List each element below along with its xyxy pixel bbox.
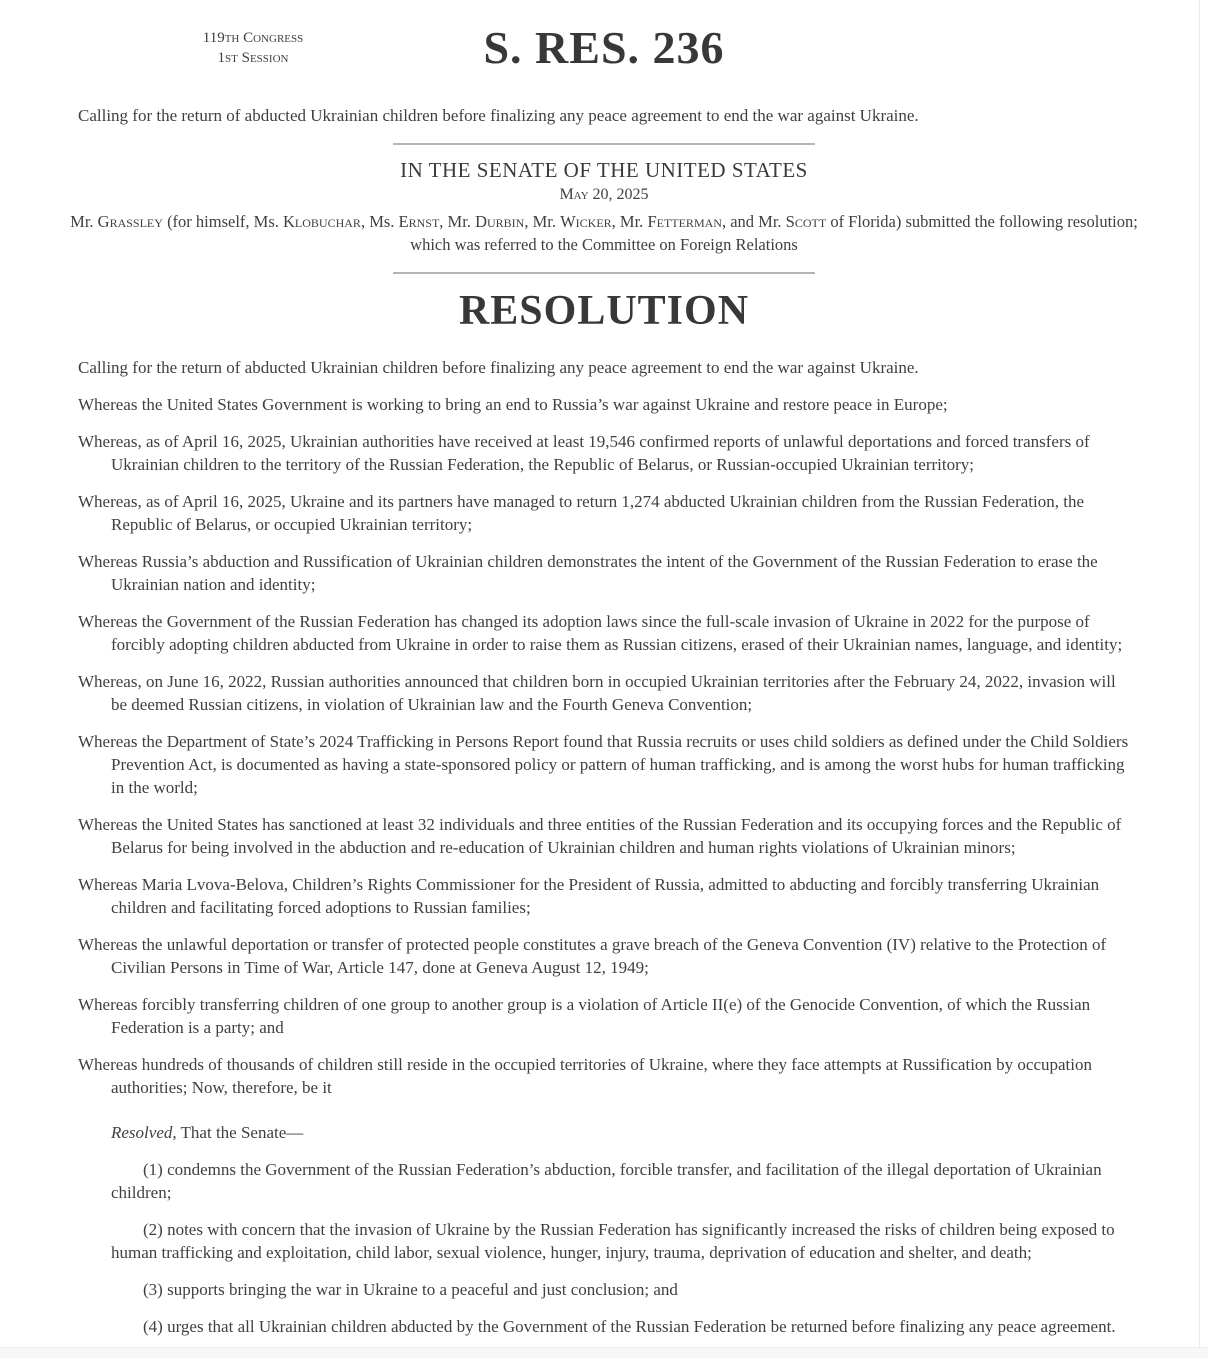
page-bottom-band	[0, 1347, 1208, 1358]
resolved-clause-3: (3) supports bringing the war in Ukraine to a peaceful and just conclusion; and	[143, 1280, 678, 1299]
chamber-section	[70, 157, 1138, 256]
whereas-section	[78, 393, 1130, 1099]
resolution-title: RESOLUTION	[458, 288, 750, 334]
page-edge-line	[1199, 0, 1200, 1358]
resolved-clause-4: (4) urges that all Ukrainian children abducted by the Government of the Russian Federation be returned before finalizing any peace agreement.	[143, 1317, 1116, 1336]
session-number: 1st Session	[217, 50, 289, 66]
section-divider-bottom	[393, 272, 815, 274]
whereas-clause-7: Whereas the Department of State’s 2024 Trafficking in Persons Report found that Russia recruits or uses child soldiers as defined under the Child Soldiers Prevention Act, is documented as having a state-sponsored policy or pattern of human trafficking, and is among the worst hubs for human trafficking in the world;	[78, 732, 1129, 797]
whereas-clause-6: Whereas, on June 16, 2022, Russian authorities announced that children born in occupied Ukrainian territories after the February 24, 2022, invasion will be deemed Russian citizens, in violation of Ukrainian law and the Fourth Geneva Convention;	[78, 672, 1116, 714]
whereas-clause-5: Whereas the Government of the Russian Federation has changed its adoption laws since the full-scale invasion of Ukraine in 2022 for the purpose of forcibly adopting children abducted from Ukraine in order to raise them as Russian citizens, erased of their Ukrainian names, language, and identity;	[78, 612, 1123, 654]
text-segment: Resolved,	[111, 1123, 177, 1142]
text-segment: Durbin	[475, 212, 525, 231]
text-segment: , Mr.	[611, 212, 648, 231]
text-segment: of Florida) submitted the following resolution; which was referred to the Committee on Foreign Relations	[410, 212, 1138, 254]
whereas-clause-1: Whereas the United States Government is working to bring an end to Russia’s war against Ukraine and restore peace in Europe;	[78, 395, 948, 414]
text-segment: Klobuchar	[283, 212, 361, 231]
sponsors-line	[64, 210, 1144, 256]
action-date: May 20, 2025	[559, 186, 649, 203]
bill-header	[78, 20, 1130, 78]
text-segment: Mr.	[70, 212, 98, 231]
resolved-clause-2: (2) notes with concern that the invasion of Ukraine by the Russian Federation has significantly increased the risks of children being exposed to human trafficking and exploitation, child labor, sexual violence, hunger, injury, trauma, deprivation of education and shelter, and death;	[111, 1220, 1115, 1262]
text-segment: Grassley	[97, 212, 163, 231]
text-segment: , and Mr.	[721, 212, 786, 231]
whereas-clause-4: Whereas Russia’s abduction and Russification of Ukrainian children demonstrates the intent of the Government of the Russian Federation to erase the Ukrainian nation and identity;	[78, 552, 1098, 594]
text-segment: , Mr.	[439, 212, 476, 231]
text-segment: (for himself, Ms.	[162, 212, 284, 231]
text-segment: , Ms.	[360, 212, 399, 231]
text-segment: Scott	[785, 212, 827, 231]
congress-number: 119th Congress	[202, 30, 304, 46]
whereas-clause-12: Whereas hundreds of thousands of children still reside in the occupied territories of Ukraine, where they face attempts at Russification by occupation authorities; Now, therefore, be it	[78, 1055, 1093, 1097]
resolved-clauses-section	[78, 1158, 1130, 1338]
whereas-clause-3: Whereas, as of April 16, 2025, Ukraine and its partners have managed to return 1,274 abducted Ukrainian children from the Russian Federation, the Republic of Belarus, or occupied Ukrainian territory;	[78, 492, 1085, 534]
text-segment: , Mr.	[524, 212, 561, 231]
whereas-clause-10: Whereas the unlawful deportation or transfer of protected people constitutes a grave breach of the Geneva Convention (IV) relative to the Protection of Civilian Persons in Time of War, Article 147, done at Geneva August 12, 1949;	[78, 935, 1107, 977]
whereas-clause-9: Whereas Maria Lvova-Belova, Children’s Rights Commissioner for the President of Russia, admitted to abducting and forcibly transferring Ukrainian children and facilitating forced adoptions to Russian families;	[78, 875, 1100, 917]
resolved-clause-1: (1) condemns the Government of the Russian Federation’s abduction, forcible transfer, and facilitation of the illegal deportation of Ukrainian children;	[111, 1160, 1102, 1202]
resolved-line	[111, 1121, 1130, 1144]
congress-session-block	[148, 28, 358, 68]
section-divider-top	[393, 143, 815, 145]
text-segment: Wicker	[560, 212, 612, 231]
whereas-clause-8: Whereas the United States has sanctioned at least 32 individuals and three entities of the Russian Federation and its occupying forces and the Republic of Belarus for being involved in the abduction and re-education of Ukrainian children and human rights violations of Ukrainian minors;	[78, 815, 1122, 857]
text-segment: That the Senate—	[176, 1123, 304, 1142]
text-segment: Fetterman	[647, 212, 722, 231]
preamble-title-repeat: Calling for the return of abducted Ukrainian children before finalizing any peace agreement to end the war against Ukraine.	[78, 358, 919, 377]
whereas-clause-11: Whereas forcibly transferring children of one group to another group is a violation of Article II(e) of the Genocide Convention, of which the Russian Federation is a party; and	[78, 995, 1091, 1037]
text-segment: Ernst	[398, 212, 440, 231]
preamble-title: Calling for the return of abducted Ukrainian children before finalizing any peace agreement to end the war against Ukraine.	[78, 106, 919, 125]
chamber-heading: IN THE SENATE OF THE UNITED STATES	[400, 158, 808, 182]
whereas-clause-2: Whereas, as of April 16, 2025, Ukrainian authorities have received at least 19,546 confirmed reports of unlawful deportations and forced transfers of Ukrainian children to the territory of the Russian Federation, the Republic of Belarus, or Russian-occupied Ukrainian territory;	[78, 432, 1090, 474]
bill-number: S. RES. 236	[483, 22, 725, 73]
